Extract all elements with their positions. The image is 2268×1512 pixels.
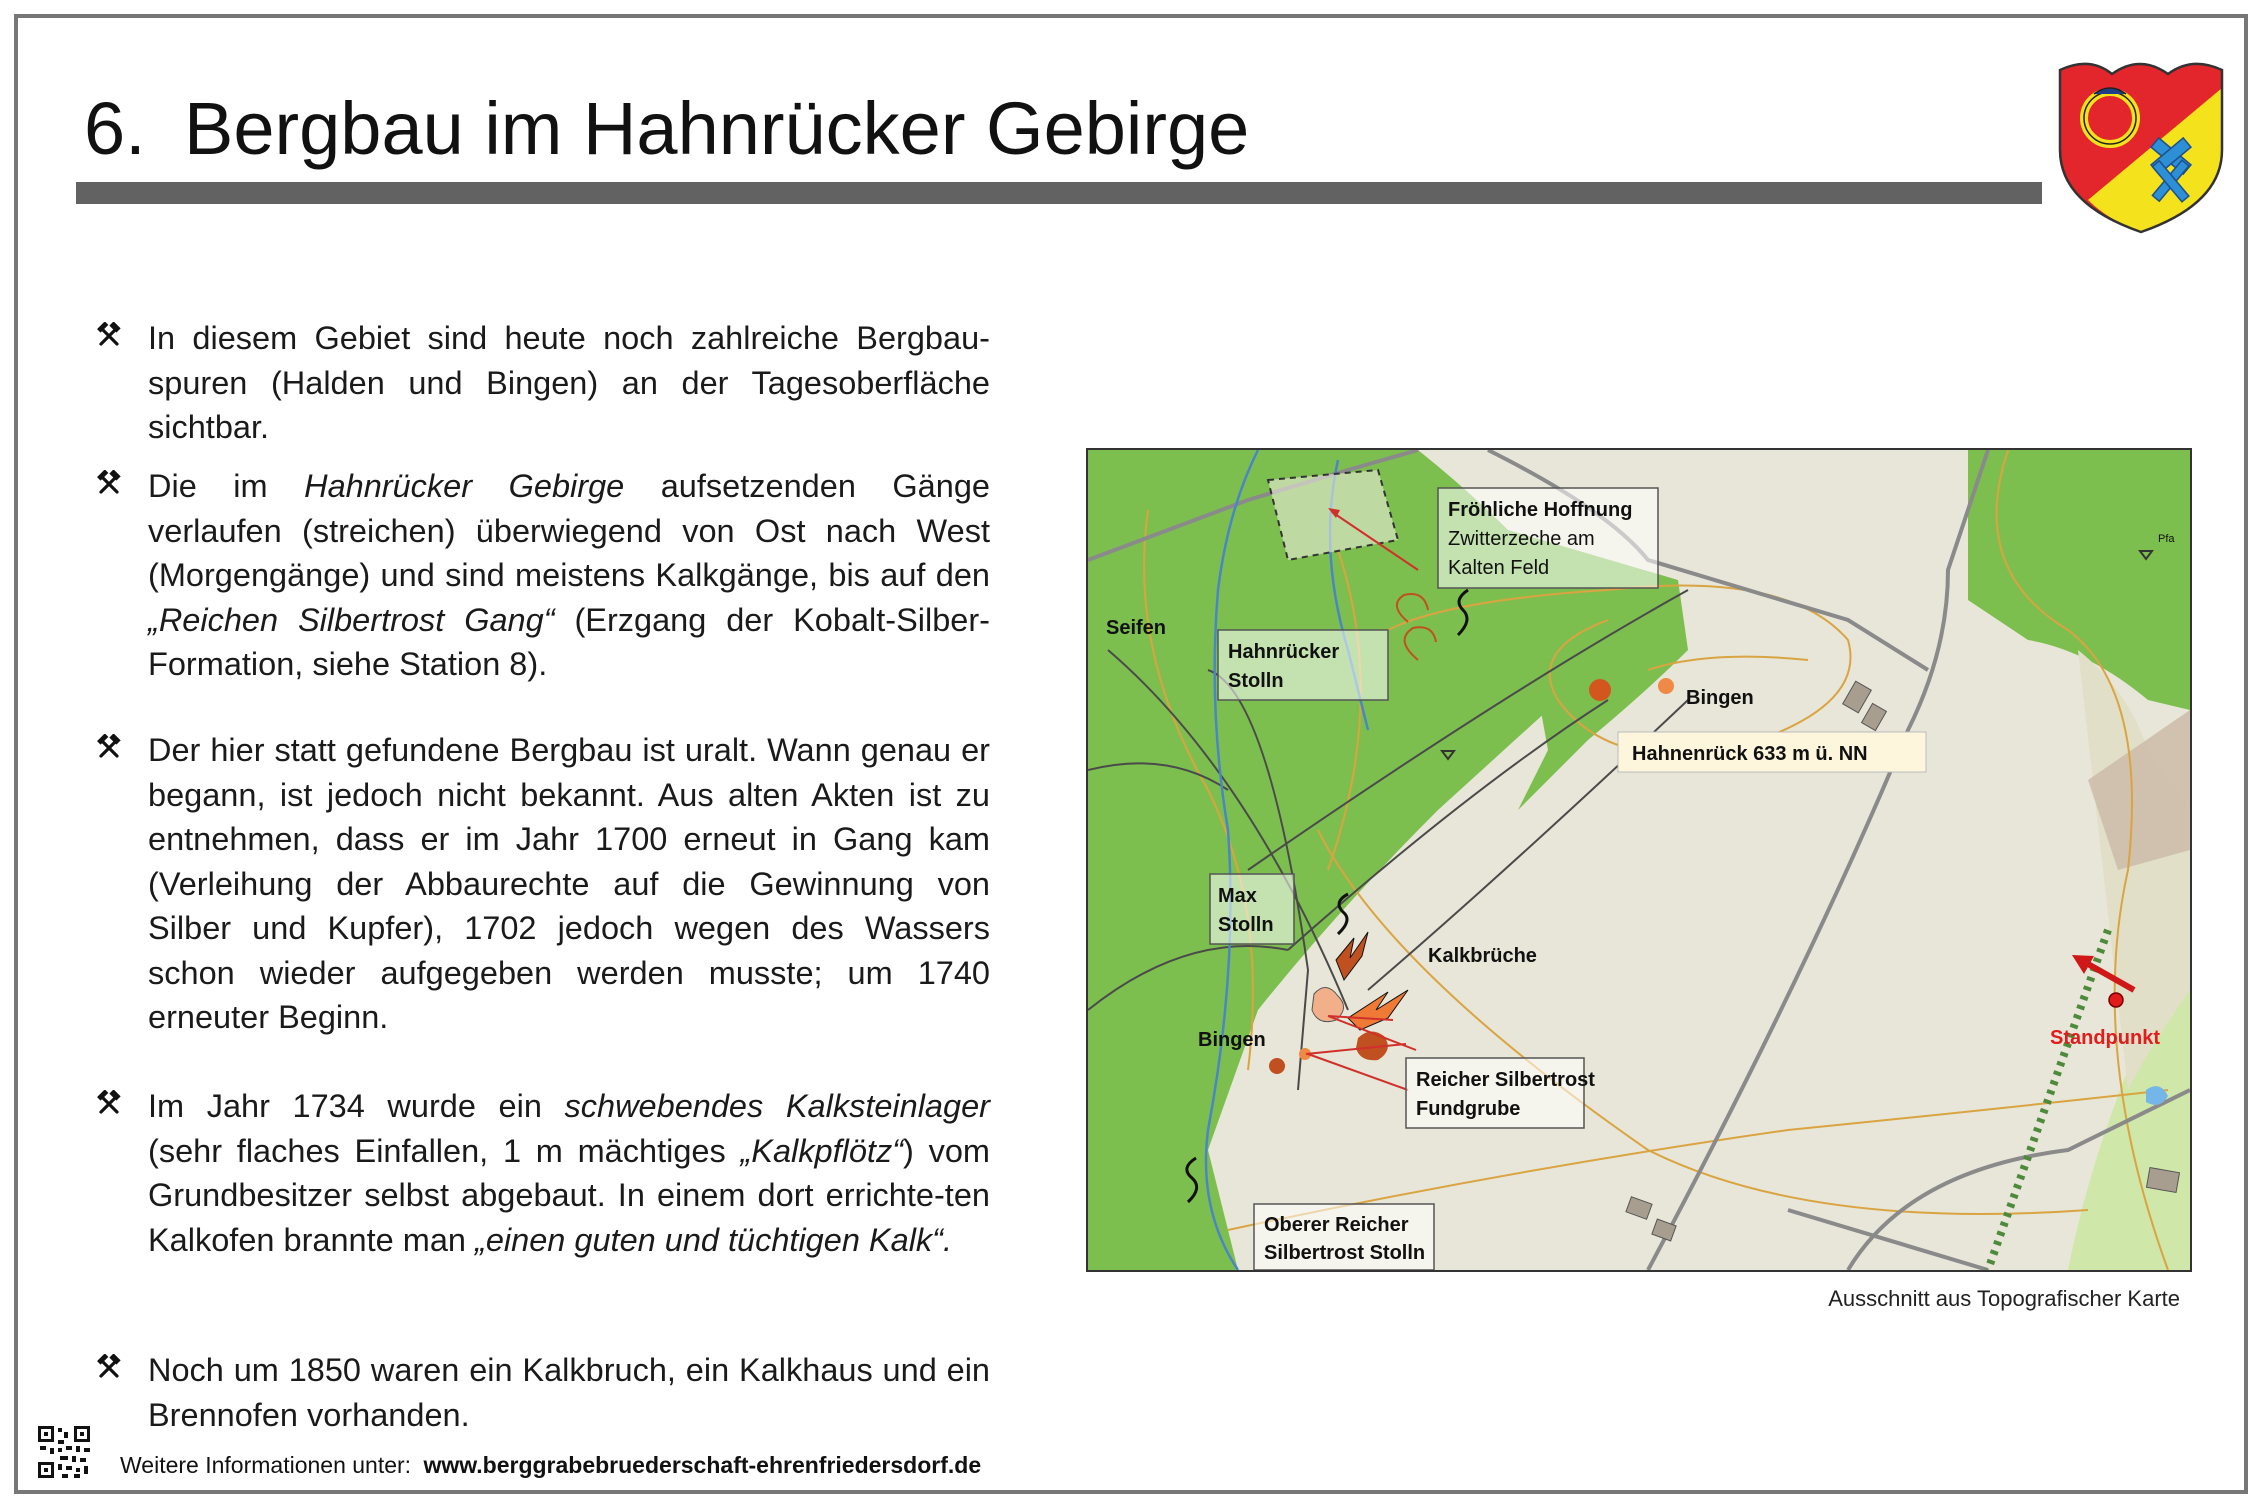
map-standpoint-marker (2109, 993, 2123, 1007)
text-run: Der hier statt gefundene Bergbau ist uralt. Wann genau er begann, ist jedoch nicht bekannt. Aus alten Akten ist zu entnehmen, dass er im Jahr 1700 erneut in Gang kam (Verleihung der Abbaurechte auf die Gewinnung von Silber und Kupfer), 1702 jedoch wegen des Wassers schon wieder aufgegeben werden musste; um 1740 erneuter Beginn. (148, 732, 990, 1035)
text-run: Im Jahr 1734 wurde ein (148, 1088, 565, 1124)
footer-prefix: Weitere Informationen unter: (120, 1452, 412, 1478)
map-label-kalkbrueche: Kalkbrüche (1428, 945, 1537, 967)
qr-code-icon[interactable] (36, 1424, 92, 1480)
map-label-oberer: Oberer Reicher (1264, 1214, 1409, 1236)
title-text: Bergbau im Hahnrücker Gebirge (184, 87, 1250, 170)
text-run: (Erzgang der Kobalt-Silber-Formation, siehe Station 8). (148, 601, 991, 682)
map-canvas (1088, 450, 2190, 1270)
map-label-hahnruecker-stolln: Hahnrücker (1228, 641, 1340, 663)
title-underline-bar (76, 182, 2042, 204)
map-label-hahnruecker-stolln-2: Stolln (1228, 670, 1284, 692)
text-run: ) vom Grundbesitzer selbst abgebaut. In einem dort errichte-ten Kalkofen brannte man (148, 1132, 990, 1258)
text-run: aufsetzenden Gänge verlaufen (streichen) überwiegend von Ost nach West (Morgengänge) und sind meistens Kalkgänge, bis auf den (148, 468, 990, 593)
bullet-text (148, 728, 990, 1040)
page-title (84, 87, 1250, 170)
map-label-peak-small: Pfa (2158, 533, 2175, 545)
emphasized-text: „einen guten und tüchtigen Kalk“. (475, 1221, 953, 1258)
map-label-bingen-south: Bingen (1198, 1029, 1266, 1051)
text-run: (sehr flaches Einfallen, 1 m mächtiges (148, 1132, 741, 1169)
map-label-silbertrost: Reicher Silbertrost (1416, 1069, 1595, 1091)
emphasized-text: „Reichen Silbertrost Gang“ (148, 601, 555, 638)
hammer-and-pick-icon (96, 470, 122, 496)
bullet-text (148, 464, 990, 687)
emphasized-text: „Kalkpflötz“ (740, 1132, 904, 1169)
bullet-text (148, 1348, 990, 1437)
hammer-and-pick-icon (96, 1090, 122, 1116)
hammer-and-pick-icon (96, 322, 122, 348)
map-label-standpunkt: Standpunkt (2050, 1027, 2160, 1049)
map-label-max-stolln-2: Stolln (1218, 914, 1274, 936)
map-binge (1269, 1058, 1285, 1074)
bullet-text (148, 316, 990, 450)
map-label-oberer-2: Silbertrost Stolln (1264, 1242, 1426, 1264)
text-run: In diesem Gebiet sind heute noch zahlreiche Bergbau-spuren (Halden und Bingen) an der Tagesoberfläche sichtbar. (148, 320, 990, 445)
map-label-froehliche-2: Zwitterzeche am (1448, 528, 1595, 550)
emphasized-text: schwebendes Kalksteinlager (564, 1088, 990, 1124)
map-caption: Ausschnitt aus Topografischer Karte (1828, 1286, 2180, 1311)
title-number: 6. (84, 87, 146, 170)
map-label-hahnenrueck: Hahnenrück 633 m ü. NN (1632, 743, 1868, 765)
map-binge-large (1589, 679, 1611, 701)
map-label-froehliche-3: Kalten Feld (1448, 557, 1550, 579)
map-label-froehliche: Fröhliche Hoffnung (1448, 499, 1633, 521)
footer-url-link[interactable]: www.berggrabebruederschaft-ehrenfriedersdorf.de (423, 1452, 982, 1478)
map-label-seifen: Seifen (1106, 617, 1167, 639)
bullet-text (148, 1084, 990, 1262)
coat-of-arms-icon (2050, 54, 2232, 236)
map-label-bingen: Bingen (1686, 687, 1754, 709)
hammer-and-pick-icon (96, 1354, 122, 1380)
topographic-map (1086, 448, 2192, 1272)
footer-info (120, 1452, 981, 1479)
text-run: Die im (148, 468, 305, 504)
text-run: Noch um 1850 waren ein Kalkbruch, ein Kalkhaus und ein Brennofen vorhanden. (148, 1352, 990, 1433)
map-label-silbertrost-2: Fundgrube (1416, 1098, 1521, 1120)
map-binge-small (1658, 678, 1674, 694)
hammer-and-pick-icon (96, 734, 122, 760)
emphasized-text: Hahnrücker Gebirge (304, 468, 625, 504)
map-label-max-stolln: Max (1218, 885, 1257, 907)
